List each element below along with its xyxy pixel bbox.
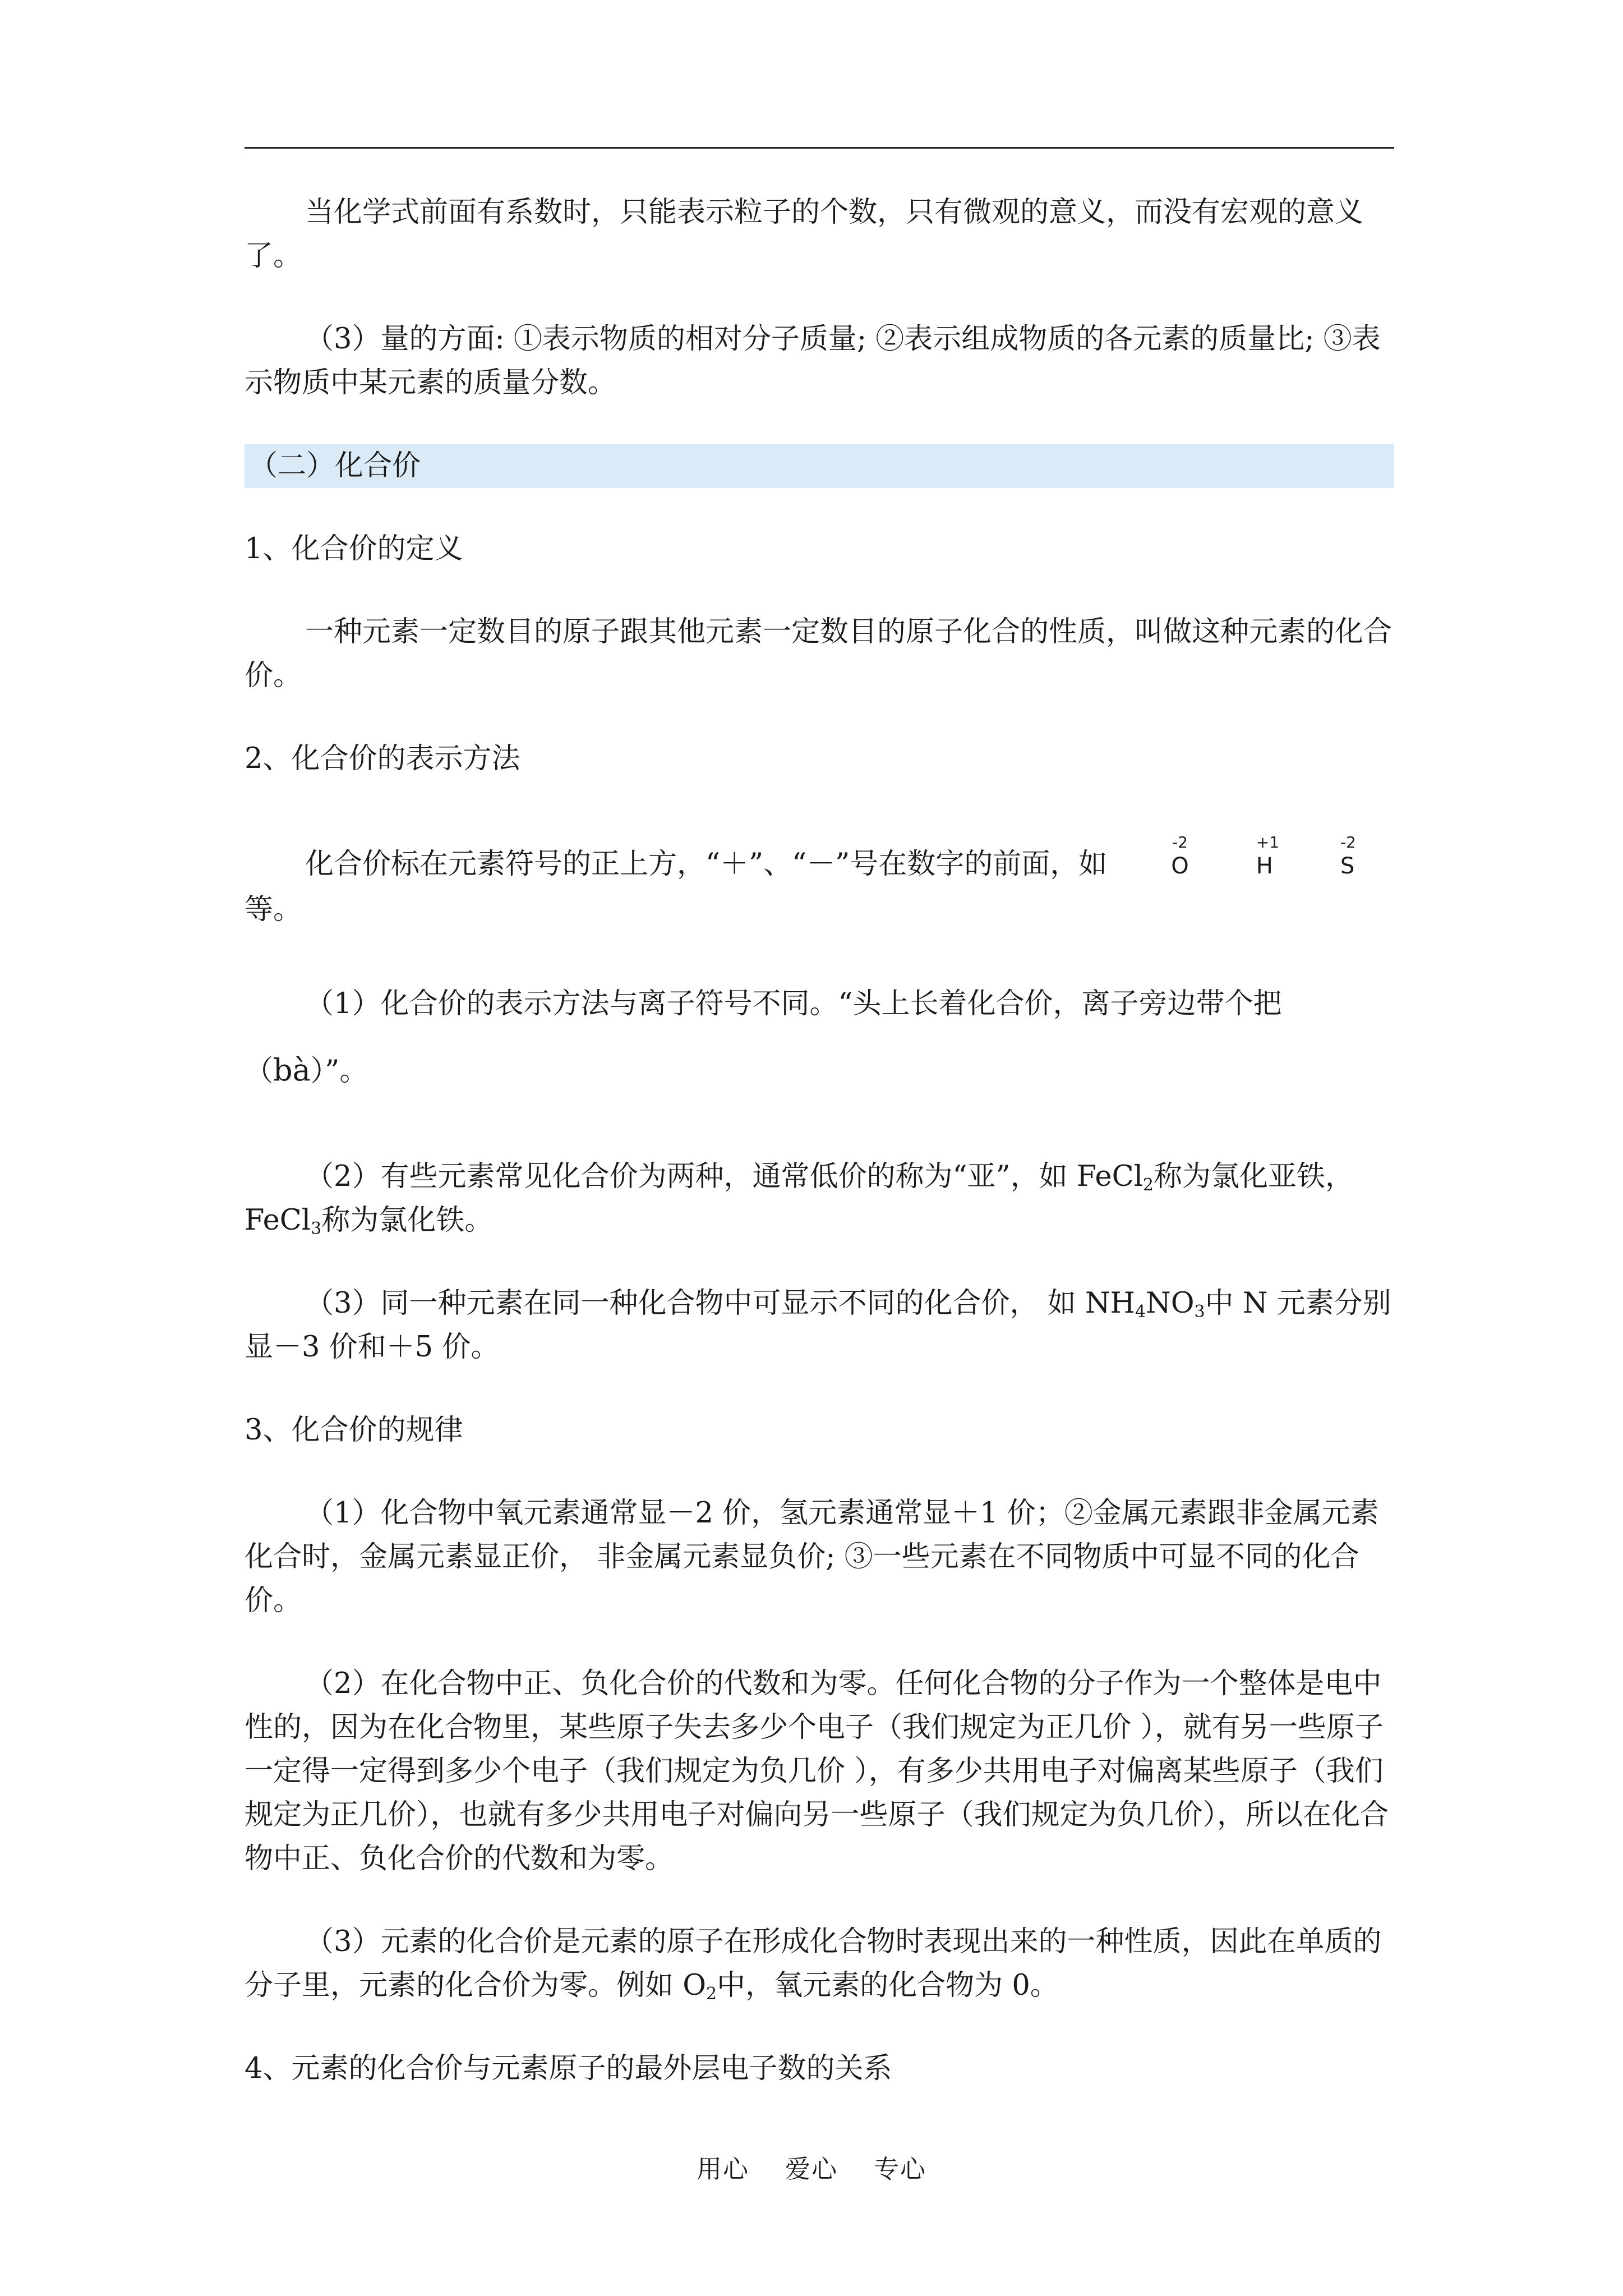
paragraph-coefficient-meaning: 当化学式前面有系数时，只能表示粒子的个数，只有微观的意义，而没有宏观的意义了。	[245, 196, 1364, 273]
text-segment: （2）有些元素常见化合价为两种，通常低价的称为“亚”，如 FeCl	[305, 1160, 1143, 1193]
valence-hydrogen	[1196, 833, 1280, 888]
subscript: 3	[311, 1219, 322, 1239]
notation-text-end: 等。	[245, 893, 302, 926]
paren-close: ）”。	[310, 1055, 368, 1088]
valence-hydrogen-symbol: H	[1256, 853, 1273, 879]
notation-text: 化合价标在元素符号的正上方，“＋”、“－”号在数字的前面，如	[305, 848, 1108, 881]
paragraph-two-valences	[245, 1155, 1394, 1243]
text-segment: 称为氯化亚铁，FeCl	[245, 1160, 1354, 1237]
paragraph-rule-1: （1）化合物中氧元素通常显－2 价，氢元素通常显＋1 价；②金属元素跟非金属元素化合时，金属元素显正价， 非金属元素显负价; ③一些元素在不同物质中可显不同的化合价。	[245, 1497, 1379, 1617]
heading-valence-definition: 1、化合价的定义	[245, 532, 463, 565]
text-segment: （3）同一种元素在同一种化合物中可显示不同的化合价， 如 NH	[305, 1287, 1135, 1320]
valence-sulfur-charge: -2	[1340, 833, 1356, 852]
text-segment: 中，氧元素的化合物为 0。	[717, 1969, 1059, 2002]
paragraph-different-valences	[245, 1282, 1394, 1369]
heading-valence-rules: 3、化合价的规律	[245, 1414, 463, 1447]
subscript: 2	[706, 1984, 717, 2004]
subscript: 4	[1135, 1302, 1146, 1322]
paragraph-notation-vs-ion: （1）化合价的表示方法与离子符号不同。“头上长着化合价，离子旁边带个把	[305, 987, 1282, 1020]
footer-word: 用心	[696, 2154, 749, 2184]
paragraph-valence-notation	[245, 833, 1394, 932]
valence-sulfur	[1280, 833, 1356, 888]
footer-word: 爱心	[785, 2154, 838, 2184]
text-segment: （3）元素的化合价是元素的原子在形成化合物时表现出来的一种性质，因此在单质的分子里，元素的化合价为零。例如 O	[245, 1925, 1382, 2002]
valence-oxygen-symbol: O	[1171, 853, 1189, 879]
heading-valence-notation: 2、化合价的表示方法	[245, 742, 520, 775]
paragraph-quantity-aspect: （3）量的方面: ①表示物质的相对分子质量; ②表示组成物质的各元素的质量比; ③表示物质中某元素的质量分数。	[245, 323, 1381, 399]
valence-oxygen	[1110, 833, 1189, 888]
footer-word: 专心	[874, 2154, 927, 2184]
section-heading-valence: （二）化合价	[245, 444, 1394, 488]
valence-oxygen-charge: -2	[1172, 833, 1188, 852]
header-rule	[245, 147, 1394, 149]
page-footer	[0, 2148, 1623, 2185]
paragraph-rule-3	[245, 1920, 1394, 2008]
valence-sulfur-symbol: S	[1340, 853, 1355, 879]
document-body	[245, 191, 1394, 2091]
subscript: 3	[1194, 1302, 1205, 1322]
text-segment: NO	[1146, 1287, 1195, 1320]
paragraph-rule-2: （2）在化合物中正、负化合价的代数和为零。任何化合物的分子作为一个整体是电中性的，因为在化合物里，某些原子失去多少个电子（我们规定为正几价 ），就有另一些原子一定得一定得到多少个电子（我们规定为负几价 ），有多少共用电子对偏离某些原子（我们规定为正几价），也就有多少共用电子对偏向另一些原子（我们规定为负几价），所以在化合物中正、负化合价的代数和为零。	[245, 1667, 1389, 1875]
heading-valence-electrons: 4、元素的化合价与元素原子的最外层电子数的关系	[245, 2052, 892, 2085]
paragraph-valence-definition: 一种元素一定数目的原子跟其他元素一定数目的原子化合的性质，叫做这种元素的化合价。	[245, 615, 1393, 692]
text-segment: 称为氯化铁。	[321, 1204, 494, 1237]
valence-hydrogen-charge: +1	[1256, 833, 1280, 852]
text-segment: 中 N 元素分别显－3 价和＋5 价。	[245, 1287, 1391, 1364]
subscript: 2	[1142, 1175, 1154, 1195]
paragraph-notation-vs-ion-cont	[245, 1048, 1394, 1093]
paren-open: （	[245, 1055, 274, 1088]
pinyin-ba: bà	[273, 1052, 311, 1088]
